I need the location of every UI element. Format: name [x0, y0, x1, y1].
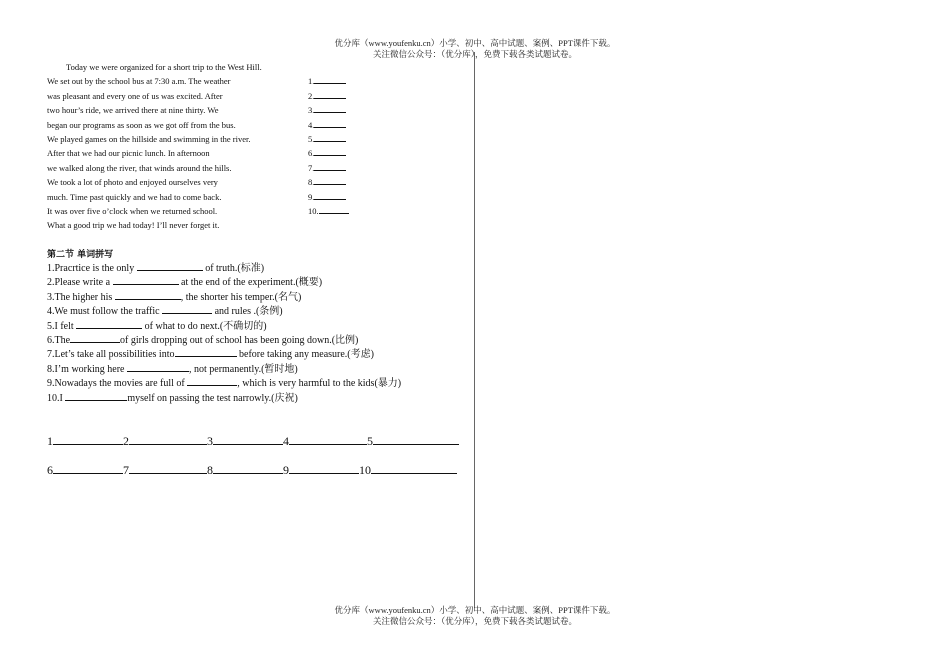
answer-blank[interactable] [308, 118, 346, 132]
spelling-blank[interactable] [187, 376, 237, 386]
passage-line [47, 204, 377, 218]
spelling-blank[interactable] [162, 304, 212, 314]
spelling-item-prefix: 6.The [47, 334, 71, 346]
passage-line [47, 118, 377, 132]
answer-blank[interactable] [308, 204, 349, 218]
answer-line[interactable] [289, 462, 359, 474]
passage-line [47, 146, 377, 160]
answer-line[interactable] [213, 462, 283, 474]
answer-blank-number: 8. [308, 177, 315, 188]
spelling-item-prefix: 2.Please write a [47, 277, 113, 289]
page-footer [0, 605, 950, 627]
spelling-item-prefix: 8.I’m working here [47, 363, 127, 375]
passage-line-text: much. Time past quickly and we had to come back. [47, 191, 222, 202]
spelling-blank[interactable] [137, 261, 203, 271]
answer-number: 7 [123, 463, 129, 477]
passage-line [47, 190, 377, 204]
answer-blank[interactable] [308, 74, 346, 88]
passage-line-text: began our programs as soon as we got off from the bus. [47, 119, 236, 130]
header-line-2: 关注微信公众号：（优分库），免费下载各类试题试卷。 [372, 49, 577, 59]
error-correction-passage [47, 60, 377, 233]
passage-line [47, 175, 377, 189]
spelling-item [47, 290, 401, 304]
answer-blank-number: 2. [308, 90, 315, 101]
spelling-item-prefix: 3.The higher his [47, 291, 115, 303]
passage-line [47, 103, 377, 117]
spelling-item-prefix: 10.I [47, 392, 66, 404]
spelling-blank[interactable] [175, 347, 237, 357]
spelling-item [47, 391, 401, 405]
answer-blank-line[interactable] [314, 118, 346, 128]
answer-blank[interactable] [308, 161, 346, 175]
answer-row-2 [47, 462, 457, 478]
answer-blank[interactable] [308, 175, 346, 189]
spelling-item-suffix: , not permanently.(暂时地) [188, 363, 298, 375]
answer-blank[interactable] [308, 103, 346, 117]
spelling-blank[interactable] [113, 275, 179, 285]
passage-line [47, 74, 377, 88]
passage-title: Today we were organized for a short trip to the West Hill. [66, 62, 262, 72]
answer-line[interactable] [53, 433, 123, 445]
spelling-blank[interactable] [76, 319, 142, 329]
spelling-item [47, 261, 401, 275]
spelling-item-suffix: of truth.(标准) [202, 263, 265, 274]
answer-blank-line[interactable] [314, 175, 346, 185]
answer-number: 4 [283, 434, 289, 448]
answer-number: 5 [367, 434, 373, 448]
spelling-item [47, 376, 401, 390]
spelling-item-suffix: and rules .(条例) [212, 306, 283, 318]
page-header [0, 38, 950, 60]
spelling-item [47, 275, 401, 289]
spelling-item [47, 362, 401, 376]
answer-number: 10 [359, 463, 371, 477]
passage-line-text: We took a lot of photo and enjoyed ourselves very [47, 177, 218, 188]
spelling-item-suffix: at the end of the experiment.(概要) [178, 277, 323, 289]
answer-blank[interactable] [308, 146, 346, 160]
passage-line-text: After that we had our picnic lunch. In afternoon [47, 148, 210, 159]
section-title: 第二节 单词拼写 [47, 250, 114, 260]
spelling-item [47, 304, 401, 318]
answer-blank[interactable] [308, 190, 346, 204]
answer-number: 6 [47, 463, 53, 477]
answer-blank-number: 4. [308, 119, 315, 130]
spelling-item-suffix: before taking any measure.(考虑) [236, 349, 374, 361]
spelling-blank[interactable] [65, 391, 127, 401]
answer-blank-line[interactable] [314, 74, 346, 84]
answer-line[interactable] [129, 462, 207, 474]
answer-blank-number: 7. [308, 162, 315, 173]
spelling-item-suffix: , which is very harmful to the kids(暴力) [237, 378, 402, 390]
answer-number: 8 [207, 463, 213, 477]
answer-number: 2 [123, 434, 129, 448]
answer-blank-line[interactable] [314, 161, 346, 171]
answer-blank-number: 6. [308, 148, 315, 159]
spelling-item-prefix: 1.Pracrtice is the only [47, 263, 137, 274]
passage-line [47, 89, 377, 103]
spelling-item-suffix: of girls dropping out of school has been going down.(比例) [120, 334, 359, 346]
footer-line-1: 优分库（www.youfenku.cn）小学、初中、高中试题、案例、PPT课件下载。 [334, 605, 616, 615]
answer-blank[interactable] [308, 132, 346, 146]
answer-number: 1 [47, 434, 53, 448]
passage-lines [47, 74, 377, 218]
answer-line[interactable] [213, 433, 283, 445]
answer-line[interactable] [53, 462, 123, 474]
spelling-item-suffix: of what to do next.(不确切的) [142, 320, 267, 332]
answer-blank-number: 5. [308, 133, 315, 144]
passage-line-text: We played games on the hillside and swimming in the river. [47, 133, 251, 144]
answer-blank-line[interactable] [314, 103, 346, 113]
answer-blank-line[interactable] [314, 132, 346, 142]
answer-blank-number: 9. [308, 191, 315, 202]
passage-line [47, 132, 377, 146]
answer-number: 3 [207, 434, 213, 448]
spelling-item-prefix: 5.I felt [47, 320, 77, 332]
answer-blank-number: 10. [308, 205, 319, 216]
passage-line [47, 161, 377, 175]
passage-title-line [47, 60, 377, 74]
spelling-item-prefix: 4.We must follow the traffic [47, 306, 163, 318]
answer-row-1 [47, 433, 459, 449]
answer-number: 9 [283, 463, 289, 477]
spelling-item-prefix: 9.Nowadays the movies are full of [47, 378, 188, 390]
column-divider [474, 52, 475, 608]
passage-line-text: It was over five o’clock when we returned school. [47, 205, 218, 216]
spelling-blank[interactable] [115, 290, 181, 300]
passage-line-text: was pleasant and every one of us was excited. After [47, 90, 223, 101]
spelling-item-suffix: myself on passing the test narrowly.(庆祝) [127, 392, 298, 404]
header-line-1: 优分库（www.youfenku.cn）小学、初中、高中试题、案例、PPT课件下载。 [334, 38, 616, 48]
answer-blank[interactable] [308, 89, 346, 103]
answer-blank-line[interactable] [319, 204, 349, 214]
spelling-blank[interactable] [70, 333, 120, 343]
passage-line-text: two hour’s ride, we arrived there at nine thirty. We [47, 105, 219, 116]
spelling-item [47, 319, 401, 333]
answer-line[interactable] [129, 433, 207, 445]
passage-line-text: we walked along the river, that winds around the hills. [47, 162, 232, 173]
answer-blank-line[interactable] [314, 89, 346, 99]
passage-last-text: What a good trip we had today! I’ll never forget it. [47, 220, 220, 231]
spelling-item [47, 333, 401, 347]
spelling-item-suffix: , the shorter his temper.(名气) [180, 291, 302, 303]
spelling-item [47, 347, 401, 361]
answer-blank-line[interactable] [314, 190, 346, 200]
answer-line[interactable] [289, 433, 367, 445]
spelling-blank[interactable] [127, 362, 189, 372]
passage-line-text: We set out by the school bus at 7:30 a.m. The weather [47, 76, 231, 87]
answer-blank-number: 3. [308, 105, 315, 116]
spelling-item-prefix: 7.Let’s take all possibilities into [47, 349, 175, 361]
answer-line[interactable] [371, 462, 457, 474]
passage-last-line [47, 218, 377, 232]
answer-blank-line[interactable] [314, 146, 346, 156]
answer-line[interactable] [373, 433, 459, 445]
footer-line-2: 关注微信公众号：（优分库），免费下载各类试题试卷。 [372, 616, 577, 626]
answer-blank-number: 1. [308, 76, 315, 87]
word-spelling-list [47, 261, 401, 405]
